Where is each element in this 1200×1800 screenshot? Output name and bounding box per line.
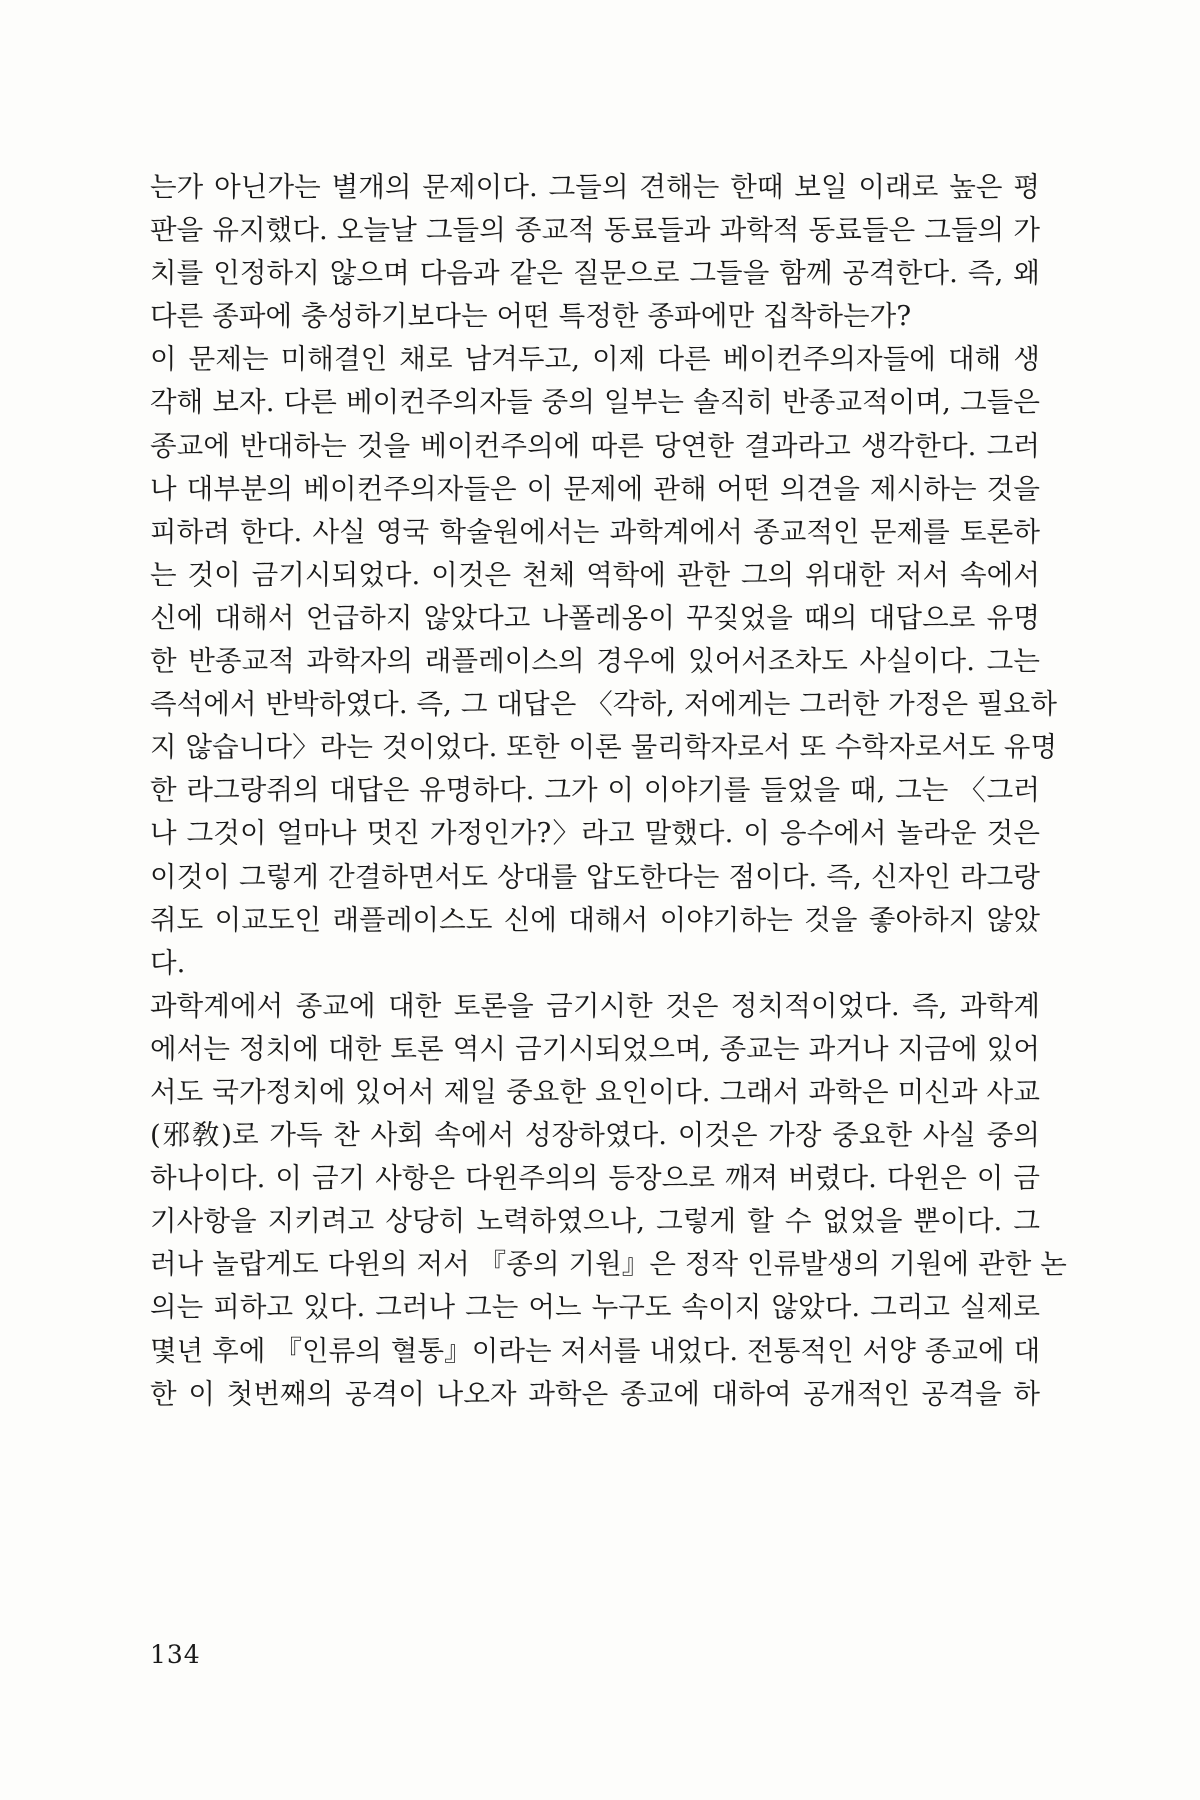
text-line: 러나 놀랍게도 다윈의 저서 『종의 기원』은 정작 인류발생의 기원에 관한 논 <box>150 1248 1067 1281</box>
text-line: 신에 대해서 언급하지 않았다고 나폴레옹이 꾸짖었을 때의 대답으로 유명 <box>150 601 1040 634</box>
text-line: 각해 보자. 다른 베이컨주의자들 중의 일부는 솔직히 반종교적이며, 그들은 <box>150 386 1040 419</box>
text-line: 서도 국가정치에 있어서 제일 중요한 요인이다. 그래서 과학은 미신과 사교 <box>150 1075 1040 1108</box>
text-line: 는 것이 금기시되었다. 이것은 천체 역학에 관한 그의 위대한 저서 속에서 <box>150 558 1040 591</box>
body-text <box>150 166 1067 1416</box>
text-line: 이것이 그렇게 간결하면서도 상대를 압도한다는 점이다. 즉, 신자인 라그랑 <box>150 860 1040 893</box>
text-line: 지 않습니다〉라는 것이었다. 또한 이론 물리학자로서 또 수학자로서도 유명 <box>150 731 1058 764</box>
text-line: 기사항을 지키려고 상당히 노력하였으나, 그렇게 할 수 없었을 뿐이다. 그 <box>150 1205 1040 1238</box>
text-line: (邪敎)로 가득 찬 사회 속에서 성장하였다. 이것은 가장 중요한 사실 중의 <box>150 1119 1040 1152</box>
page-number: 134 <box>150 1640 201 1669</box>
text-line: 하나이다. 이 금기 사항은 다윈주의의 등장으로 깨져 버렸다. 다윈은 이 금 <box>150 1162 1040 1195</box>
text-line: 한 반종교적 과학자의 래플레이스의 경우에 있어서조차도 사실이다. 그는 <box>150 645 1040 678</box>
text-line: 나 대부분의 베이컨주의자들은 이 문제에 관해 어떤 의견을 제시하는 것을 <box>150 472 1040 505</box>
text-line: 즉석에서 반박하였다. 즉, 그 대답은 〈각하, 저에게는 그러한 가정은 필요하 <box>150 688 1057 721</box>
text-line: 판을 유지했다. 오늘날 그들의 종교적 동료들과 과학적 동료들은 그들의 가 <box>150 214 1040 247</box>
text-line: 과학계에서 종교에 대한 토론을 금기시한 것은 정치적이었다. 즉, 과학계 <box>150 989 1040 1022</box>
text-line: 한 이 첫번째의 공격이 나오자 과학은 종교에 대하여 공개적인 공격을 하 <box>150 1377 1040 1410</box>
text-line: 이 문제는 미해결인 채로 남겨두고, 이제 다른 베이컨주의자들에 대해 생 <box>150 343 1040 376</box>
text-line: 한 라그랑쥐의 대답은 유명하다. 그가 이 이야기를 들었을 때, 그는 〈그러 <box>150 774 1040 807</box>
text-line: 는가 아닌가는 별개의 문제이다. 그들의 견해는 한때 보일 이래로 높은 평 <box>150 171 1040 203</box>
text-line: 나 그것이 얼마나 멋진 가정인가?〉라고 말했다. 이 응수에서 놀라운 것은 <box>150 817 1040 850</box>
text-line: 쥐도 이교도인 래플레이스도 신에 대해서 이야기하는 것을 좋아하지 않았 <box>150 903 1040 936</box>
text-line: 에서는 정치에 대한 토론 역시 금기시되었으며, 종교는 과거나 지금에 있어 <box>150 1032 1040 1065</box>
text-line: 종교에 반대하는 것을 베이컨주의에 따른 당연한 결과라고 생각한다. 그러 <box>150 429 1040 462</box>
text-line: 몇년 후에 『인류의 혈통』이라는 저서를 내었다. 전통적인 서양 종교에 대 <box>150 1334 1041 1367</box>
text-line: 다른 종파에 충성하기보다는 어떤 특정한 종파에만 집착하는가? <box>150 300 912 333</box>
text-line: 치를 인정하지 않으며 다음과 같은 질문으로 그들을 함께 공격한다. 즉, 왜 <box>150 257 1040 290</box>
text-line: 피하려 한다. 사실 영국 학술원에서는 과학계에서 종교적인 문제를 토론하 <box>150 515 1040 548</box>
text-line: 다. <box>150 946 186 979</box>
text-line: 의는 피하고 있다. 그러나 그는 어느 누구도 속이지 않았다. 그리고 실제로 <box>150 1291 1040 1324</box>
